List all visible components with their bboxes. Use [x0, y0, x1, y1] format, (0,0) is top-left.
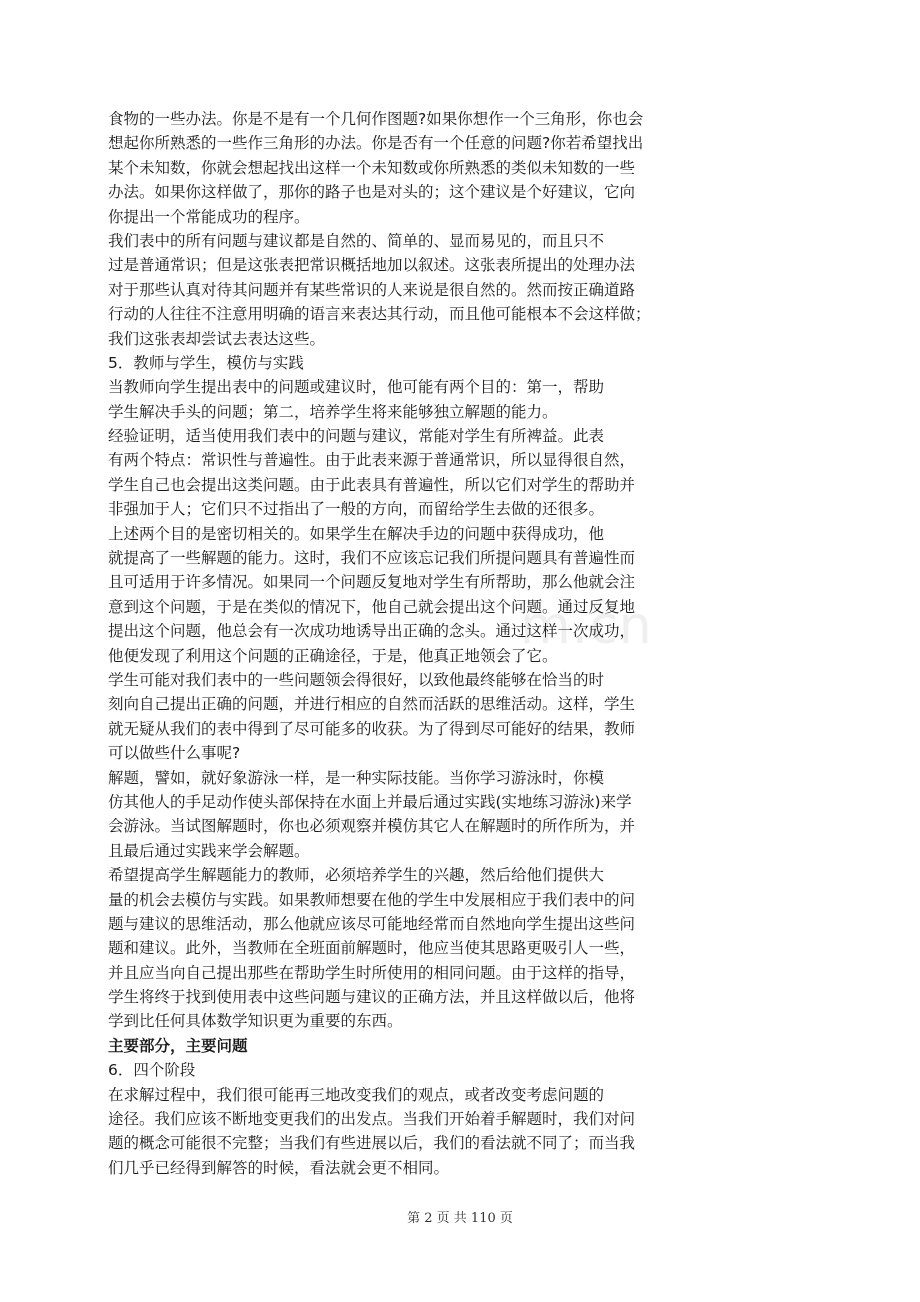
text-line: 就提高了一些解题的能力。这时，我们不应该忘记我们所提问题具有普遍性而 [108, 549, 636, 568]
text-line: 提出这个问题，他总会有一次成功地诱导出正确的念头。通过这样一次成功， [108, 622, 636, 641]
document-body [108, 107, 708, 1180]
text-line: 学到比任何具体数学知识更为重要的东西。 [108, 1012, 403, 1031]
text-line: 学生解决手头的问题；第二，培养学生将来能够独立解题的能力。 [108, 402, 558, 421]
text-line: 会游泳。当试图解题时，你也必须观察并模仿其它人在解题时的所作所为，并 [108, 817, 636, 836]
text-line: 学生自己也会提出这类问题。由于此表具有普遍性，所以它们对学生的帮助并 [108, 475, 636, 494]
text-line: 在求解过程中，我们很可能再三地改变我们的观点，或者改变考虑问题的 [108, 1085, 605, 1104]
text-line: 对于那些认真对待其问题并有某些常识的人来说是很自然的。然而按正确道路 [108, 280, 636, 299]
text-line: 解题，譬如，就好象游泳一样，是一种实际技能。当你学习游泳时，你模 [108, 768, 605, 787]
text-line: 上述两个目的是密切相关的。如果学生在解决手边的问题中获得成功，他 [108, 524, 605, 543]
text-line: 们几乎已经得到解答的时候，看法就会更不相同。 [108, 1158, 450, 1177]
text-line: 学生将终于找到使用表中这些问题与建议的正确方法，并且这样做以后，他将 [108, 988, 636, 1007]
text-line: 刻向自己提出正确的问题，并进行相应的自然而活跃的思维活动。这样，学生 [108, 695, 636, 714]
text-line: 过是普通常识；但是这张表把常识概括地加以叙述。这张表所提出的处理办法 [108, 256, 636, 275]
text-line: 题的概念可能很不完整；当我们有些进展以后，我们的看法就不同了；而当我 [108, 1134, 636, 1153]
text-line: 且最后通过实践来学会解题。 [108, 841, 310, 860]
page-footer: 第 2 页 共 110 页 [407, 1211, 513, 1226]
section-heading: 主要部分，主要问题 [108, 1036, 248, 1055]
watermark: m.cn [520, 596, 653, 656]
text-line: 5．教师与学生，模仿与实践 [108, 353, 304, 372]
text-line: 他便发现了利用这个问题的正确途径，于是，他真正地领会了它。 [108, 646, 558, 665]
text-line: 量的机会去模仿与实践。如果教师想要在他的学生中发展相应于我们表中的问 [108, 890, 636, 909]
text-line: 有两个特点：常识性与普遍性。由于此表来源于普通常识，所以显得很自然， [108, 451, 636, 470]
text-line: 并且应当向自己提出那些在帮助学生时所使用的相同问题。由于这样的指导， [108, 963, 636, 982]
text-line: 题和建议。此外，当教师在全班面前解题时，他应当使其思路更吸引人一些， [108, 939, 636, 958]
text-line: 我们这张表却尝试去表达这些。 [108, 329, 326, 348]
text-line: 就无疑从我们的表中得到了尽可能多的收获。为了得到尽可能好的结果，教师 [108, 719, 636, 738]
text-line: 食物的一些办法。你是不是有一个几何作图题?如果你想作一个三角形，你也会 [108, 110, 644, 128]
text-line: 学生可能对我们表中的一些问题领会得很好，以致他最终能够在恰当的时 [108, 670, 605, 689]
text-line: 6．四个阶段 [108, 1061, 196, 1080]
text-line: 且可适用于许多情况。如果同一个问题反复地对学生有所帮助，那么他就会注 [108, 573, 636, 592]
text-line: 你提出一个常能成功的程序。 [108, 207, 310, 226]
text-line: 希望提高学生解题能力的教师，必须培养学生的兴趣，然后给他们提供大 [108, 866, 605, 885]
text-line: 题与建议的思维活动，那么他就应该尽可能地经常而自然地向学生提出这些问 [108, 914, 636, 933]
text-line: 想起你所熟悉的一些作三角形的办法。你是否有一个任意的问题?你若希望找出 [108, 134, 644, 153]
text-line: 经验证明，适当使用我们表中的问题与建议，常能对学生有所裨益。此表 [108, 427, 605, 446]
text-line: 某个未知数，你就会想起找出这样一个未知数或你所熟悉的类似未知数的一些 [108, 158, 636, 177]
text-line: 途径。我们应该不断地变更我们的出发点。当我们开始着手解题时，我们对问 [108, 1110, 636, 1129]
text-line: 我们表中的所有问题与建议都是自然的、简单的、显而易见的，而且只不 [108, 231, 605, 250]
text-line: 当教师向学生提出表中的问题或建议时，他可能有两个目的：第一，帮助 [108, 378, 605, 397]
text-line: 办法。如果你这样做了，那你的路子也是对头的；这个建议是个好建议，它向 [108, 183, 636, 202]
text-line: 行动的人往往不注意用明确的语言来表达其行动，而且他可能根本不会这样做； [108, 305, 651, 324]
text-line: 可以做些什么事呢? [108, 744, 241, 763]
text-line: 非强加于人；它们只不过指出了一般的方向，而留给学生去做的还很多。 [108, 500, 605, 519]
text-line: 仿其他人的手足动作使头部保持在水面上并最后通过实践(实地练习游泳)来学 [108, 792, 632, 811]
text-line: 意到这个问题，于是在类似的情况下，他自己就会提出这个问题。通过反复地 [108, 597, 636, 616]
